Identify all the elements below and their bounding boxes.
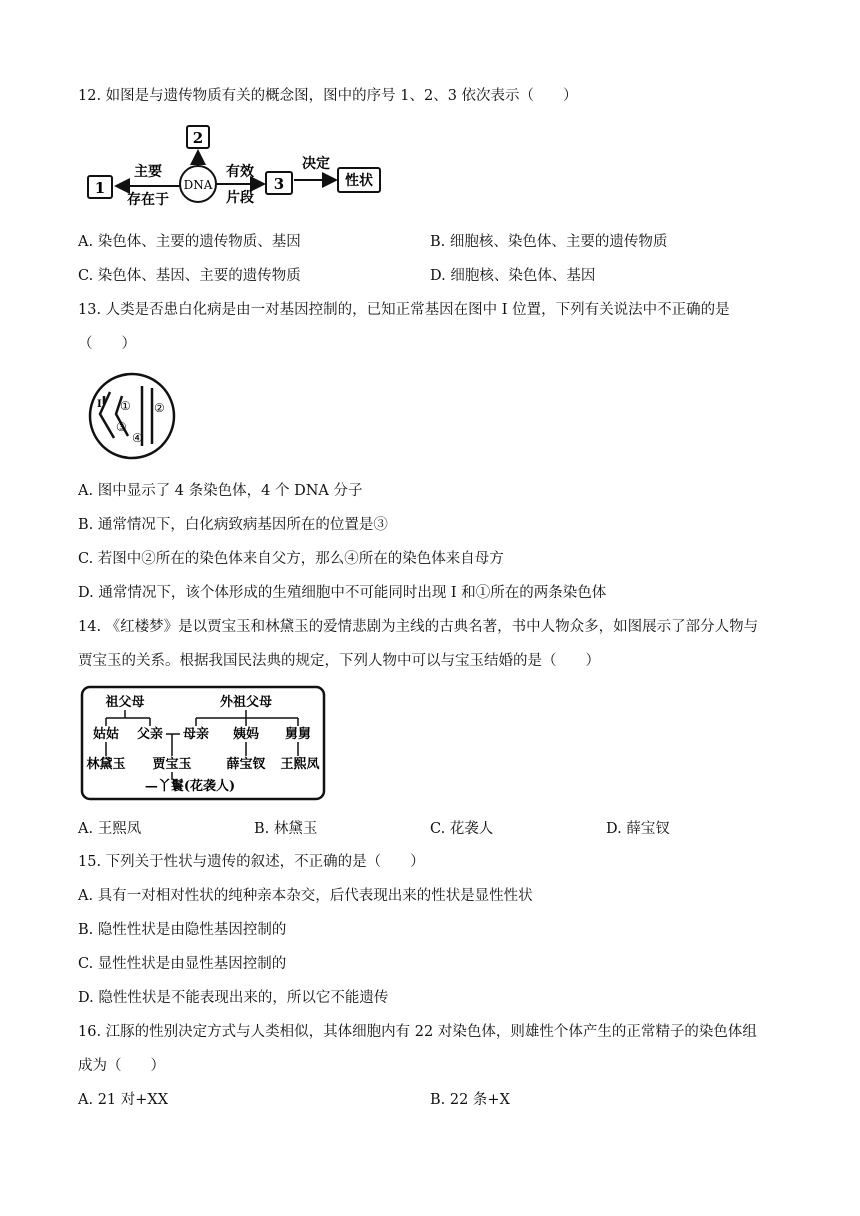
q12-option-b[interactable]: B. 细胞核、染色体、主要的遗传物质: [430, 234, 668, 250]
q14-father: 父亲: [136, 727, 164, 742]
q12-arrow-mainly: 主要: [134, 164, 162, 180]
q13-mark-I: I: [97, 399, 102, 410]
q12-arrow-exists-in: 存在于: [127, 192, 169, 208]
q12-arrow-effective: 有效: [226, 164, 254, 180]
q14-lin: 林黛玉: [86, 757, 126, 772]
q14-option-a[interactable]: A. 王熙凤: [78, 821, 142, 837]
q12-dna-label: DNA: [183, 178, 213, 192]
q14-stem-line1: 14. 《红楼梦》是以贾宝玉和林黛玉的爱情悲剧为主线的古典名著，书中人物众多，如图展示了部分人物与: [78, 619, 759, 635]
q14-jia: 贾宝玉: [152, 757, 192, 772]
q13-option-c[interactable]: C. 若图中②所在的染色体来自父方，那么④所在的染色体来自母方: [78, 551, 504, 567]
q16-option-b[interactable]: B. 22 条+X: [430, 1092, 510, 1108]
q12-arrow-decides: 决定: [302, 156, 330, 172]
q14-uncle: 舅舅: [284, 727, 312, 742]
q14-wang: 王熙凤: [280, 757, 320, 772]
q13-option-d[interactable]: D. 通常情况下，该个体形成的生殖细胞中不可能同时出现 I 和①所在的两条染色体: [78, 585, 607, 601]
q16-stem-line1: 16. 江豚的性别决定方式与人类相似，其体细胞内有 22 对染色体，则雄性个体产生的正常精子的染色体组: [78, 1024, 757, 1040]
q14-maid: —丫鬟(花袭人): [144, 779, 236, 794]
q12-option-d[interactable]: D. 细胞核、染色体、基因: [430, 268, 596, 284]
q15-option-c[interactable]: C. 显性性状是由显性基因控制的: [78, 956, 287, 972]
q14-stem-line2: 贾宝玉的关系。根据我国民法典的规定，下列人物中可以与宝玉结婚的是（ ）: [78, 653, 600, 669]
q15-stem: 15. 下列关于性状与遗传的叙述，不正确的是（ ）: [78, 854, 425, 870]
q13-stem-line1: 13. 人类是否患白化病是由一对基因控制的，已知正常基因在图中 I 位置，下列有关说法中不正确的是: [78, 302, 730, 318]
q12-concept-diagram: [80, 118, 400, 216]
q16-option-a[interactable]: A. 21 对+XX: [78, 1092, 169, 1108]
q14-option-b[interactable]: B. 林黛玉: [254, 821, 318, 837]
q15-option-d[interactable]: D. 隐性性状是不能表现出来的，所以它不能遗传: [78, 990, 389, 1006]
q14-grandparents: 祖父母: [105, 695, 145, 710]
q16-stem-line2: 成为（ ）: [78, 1058, 165, 1074]
q14-aunt-paternal: 姑姑: [92, 727, 120, 742]
q12-box-1-label: 1: [94, 179, 106, 197]
q12-box-3-label: 3: [273, 175, 285, 193]
q14-aunt-maternal: 姨妈: [232, 727, 260, 742]
q12-option-a[interactable]: A. 染色体、主要的遗传物质、基因: [78, 234, 301, 250]
q15-option-b[interactable]: B. 隐性性状是由隐性基因控制的: [78, 922, 287, 938]
q15-option-a[interactable]: A. 具有一对相对性状的纯种亲本杂交，后代表现出来的性状是显性性状: [78, 888, 533, 904]
q13-mark-4: ④: [132, 431, 143, 445]
q12-option-c[interactable]: C. 染色体、基因、主要的遗传物质: [78, 268, 301, 284]
q12-trait-label: 性状: [345, 173, 373, 189]
q12-box-2-label: 2: [192, 129, 204, 147]
q14-mother: 母亲: [182, 727, 210, 742]
q14-xue: 薛宝钗: [226, 757, 266, 772]
q12-stem: 12. 如图是与遗传物质有关的概念图，图中的序号 1、2、3 依次表示（ ）: [78, 88, 578, 104]
q14-option-d[interactable]: D. 薛宝钗: [606, 821, 670, 837]
q13-mark-3: ③: [116, 420, 127, 434]
q13-mark-1: ①: [120, 399, 131, 413]
q12-arrow-segment: 片段: [226, 190, 254, 206]
q13-option-b[interactable]: B. 通常情况下，白化病致病基因所在的位置是③: [78, 517, 388, 533]
q14-family-diagram: [80, 684, 328, 804]
q14-maternal-grandparents: 外祖父母: [219, 695, 273, 710]
q13-mark-2: ②: [154, 401, 165, 415]
q14-option-c[interactable]: C. 花袭人: [430, 821, 494, 837]
q13-option-a[interactable]: A. 图中显示了 4 条染色体，4 个 DNA 分子: [78, 483, 363, 499]
q13-cell-diagram: [80, 370, 188, 470]
q13-stem-line2: （ ）: [78, 336, 136, 352]
